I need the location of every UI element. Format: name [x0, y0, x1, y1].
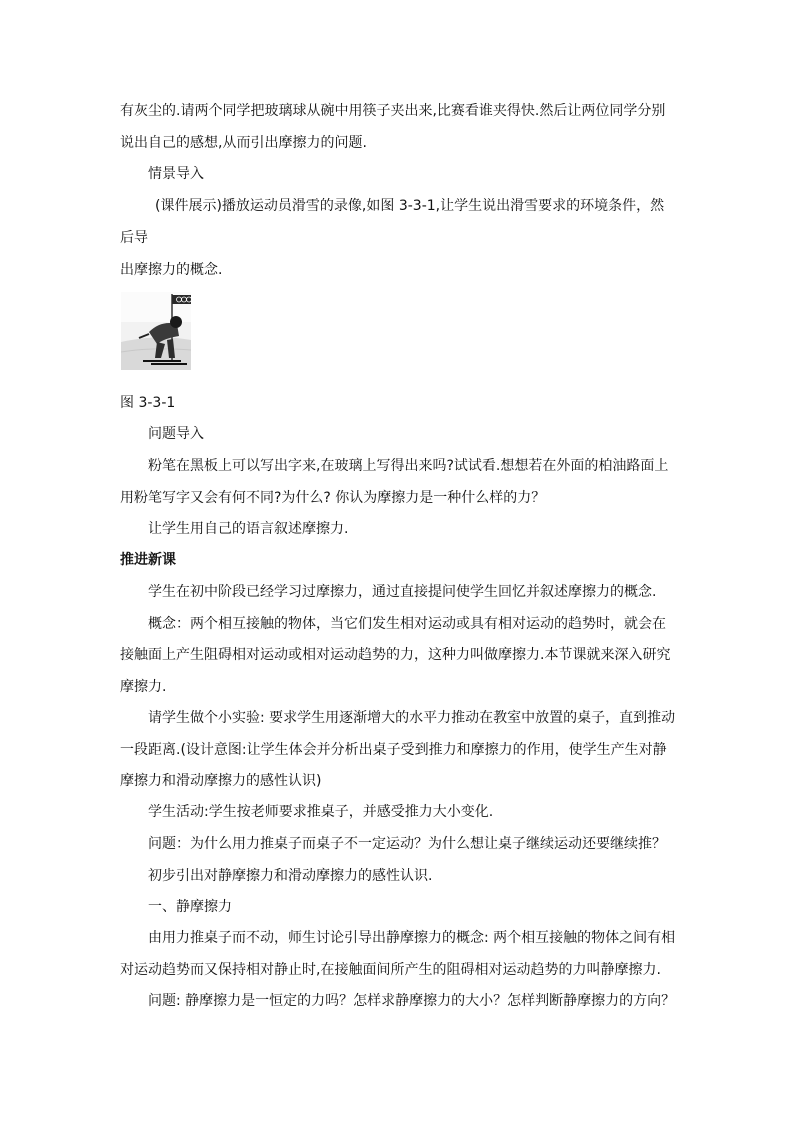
paragraph-line: 对运动趋势而又保持相对静止时,在接触面间所产生的阻碍相对运动趋势的力叫静摩擦力. — [120, 962, 661, 978]
paragraph-line: 请学生做个小实验: 要求学生用逐渐增大的水平力推动在教室中放置的桌子，直到推动 — [148, 710, 676, 726]
paragraph-line: 学生在初中阶段已经学习过摩擦力，通过直接提问使学生回忆并叙述摩擦力的概念. — [148, 584, 657, 600]
paragraph-line: 初步引出对静摩擦力和滑动摩擦力的感性认识. — [148, 868, 433, 884]
paragraph-line: (课件展示)播放运动员滑雪的录像,如图 3-3-1,让学生说出滑雪要求的环境条件，然 — [155, 198, 665, 214]
paragraph-line: 摩擦力. — [120, 679, 167, 695]
section-heading-scene: 情景导入 — [148, 166, 204, 182]
section-heading-new-lesson: 推进新课 — [120, 552, 176, 568]
paragraph-line: 说出自己的感想,从而引出摩擦力的问题. — [120, 135, 367, 151]
skier-illustration — [121, 292, 191, 370]
paragraph-line: 粉笔在黑板上可以写出字来,在玻璃上写得出来吗?试试看.想想若在外面的柏油路面上 — [148, 458, 669, 474]
paragraph-line: 用粉笔写字又会有何不同?为什么? 你认为摩擦力是一种什么样的力？ — [120, 490, 546, 506]
section-heading-question: 问题导入 — [148, 426, 204, 442]
paragraph-line: 出摩擦力的概念. — [120, 262, 223, 278]
paragraph-line: 有灰尘的.请两个同学把玻璃球从碗中用筷子夹出来,比赛看谁夹得快.然后让两位同学分别 — [120, 103, 666, 119]
figure-caption: 图 3-3-1 — [120, 395, 176, 411]
paragraph-line: 摩擦力和滑动摩擦力的感性认识) — [120, 773, 322, 789]
paragraph-line: 学生活动:学生按老师要求推桌子，并感受推力大小变化. — [148, 804, 494, 820]
paragraph-line: 问题：为什么用力推桌子而桌子不一定运动？为什么想让桌子继续运动还要继续推？ — [148, 836, 666, 852]
paragraph-line: 由用力推桌子而不动，师生讨论引导出静摩擦力的概念: 两个相互接触的物体之间有相 — [148, 930, 676, 946]
paragraph-line: 接触面上产生阻碍相对运动或相对运动趋势的力，这种力叫做摩擦力.本节课就来深入研究 — [120, 647, 671, 663]
paragraph-line: 概念：两个相互接触的物体，当它们发生相对运动或具有相对运动的趋势时，就会在 — [148, 616, 666, 632]
section-heading-static-friction: 一、静摩擦力 — [148, 899, 232, 915]
paragraph-line: 让学生用自己的语言叙述摩擦力. — [148, 521, 349, 537]
skier-photo — [121, 292, 191, 370]
paragraph-line: 问题: 静摩擦力是一恒定的力吗？怎样求静摩擦力的大小？怎样判断静摩擦力的方向？ — [148, 993, 676, 1009]
paragraph-line: 后导 — [120, 230, 148, 246]
paragraph-line: 一段距离.(设计意图:让学生体会并分析出桌子受到推力和摩擦力的作用，使学生产生对静 — [120, 742, 667, 758]
